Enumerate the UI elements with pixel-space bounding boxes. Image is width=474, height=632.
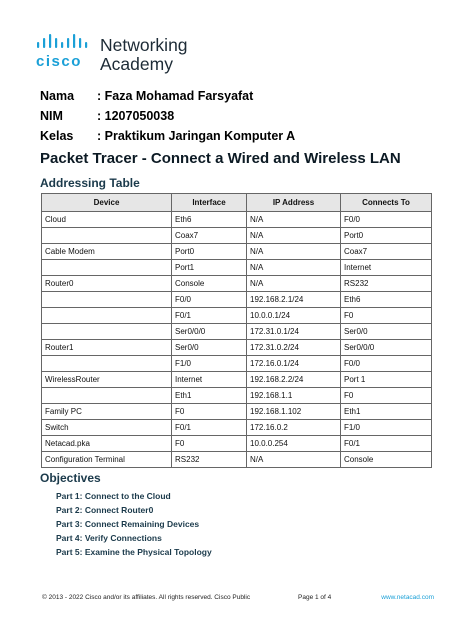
cell-connects-to: F0/0 xyxy=(341,356,432,372)
cell-interface: Port1 xyxy=(172,260,247,276)
header-interface: Interface xyxy=(172,194,247,212)
academy-line-2: Academy xyxy=(100,54,173,74)
cell-interface: F0 xyxy=(172,404,247,420)
student-row-kelas xyxy=(40,126,295,146)
cell-device: Router0 xyxy=(42,276,172,292)
objective-item: Part 1: Connect to the Cloud xyxy=(56,491,171,501)
table-row xyxy=(42,260,432,276)
cell-ip-address: 172.16.0.1/24 xyxy=(247,356,341,372)
table-row xyxy=(42,388,432,404)
objective-item: Part 4: Verify Connections xyxy=(56,533,162,543)
value-nama: : Faza Mohamad Farsyafat xyxy=(97,89,254,103)
cell-device xyxy=(42,228,172,244)
table-row xyxy=(42,292,432,308)
cell-connects-to: Ser0/0 xyxy=(341,324,432,340)
cell-connects-to: F1/0 xyxy=(341,420,432,436)
label-nim: NIM xyxy=(40,109,63,123)
objectives-list xyxy=(56,489,212,559)
cell-connects-to: Port0 xyxy=(341,228,432,244)
cell-ip-address: 192.168.1.1 xyxy=(247,388,341,404)
cell-ip-address: 192.168.2.2/24 xyxy=(247,372,341,388)
cell-device: Configuration Terminal xyxy=(42,452,172,468)
table-row xyxy=(42,308,432,324)
cell-device: Cloud xyxy=(42,212,172,228)
cell-ip-address: N/A xyxy=(247,212,341,228)
cell-device xyxy=(42,260,172,276)
cell-device xyxy=(42,324,172,340)
cell-ip-address: 10.0.0.1/24 xyxy=(247,308,341,324)
table-row xyxy=(42,420,432,436)
table-row xyxy=(42,212,432,228)
cell-device: WirelessRouter xyxy=(42,372,172,388)
student-row-nim xyxy=(40,106,295,126)
table-row xyxy=(42,276,432,292)
label-nama: Nama xyxy=(40,89,75,103)
table-row xyxy=(42,244,432,260)
cell-connects-to: Port 1 xyxy=(341,372,432,388)
cell-interface: Eth1 xyxy=(172,388,247,404)
cell-interface: F1/0 xyxy=(172,356,247,372)
cell-interface: F0/1 xyxy=(172,308,247,324)
table-row xyxy=(42,324,432,340)
cell-ip-address: 10.0.0.254 xyxy=(247,436,341,452)
cell-ip-address: N/A xyxy=(247,244,341,260)
value-kelas: : Praktikum Jaringan Komputer A xyxy=(97,129,296,143)
cell-ip-address: N/A xyxy=(247,260,341,276)
cell-ip-address: 172.16.0.2 xyxy=(247,420,341,436)
objective-item: Part 5: Examine the Physical Topology xyxy=(56,547,212,557)
footer-url-link[interactable]: www.netacad.com xyxy=(381,594,434,601)
cell-ip-address: N/A xyxy=(247,276,341,292)
cell-connects-to: Ser0/0/0 xyxy=(341,340,432,356)
student-info xyxy=(40,86,295,146)
cell-interface: Console xyxy=(172,276,247,292)
objectives-heading: Objectives xyxy=(40,471,101,485)
table-row xyxy=(42,404,432,420)
cell-connects-to: F0 xyxy=(341,308,432,324)
cell-connects-to: F0/1 xyxy=(341,436,432,452)
table-row xyxy=(42,372,432,388)
cell-ip-address: 192.168.2.1/24 xyxy=(247,292,341,308)
table-row xyxy=(42,452,432,468)
objective-item: Part 3: Connect Remaining Devices xyxy=(56,519,200,529)
cell-device: Netacad.pka xyxy=(42,436,172,452)
cell-device xyxy=(42,356,172,372)
table-row xyxy=(42,356,432,372)
addressing-table xyxy=(41,193,432,468)
cell-interface: F0 xyxy=(172,436,247,452)
table-row xyxy=(42,228,432,244)
cisco-wordmark: cisco xyxy=(36,53,82,70)
addressing-table-heading: Addressing Table xyxy=(40,176,140,190)
cell-interface: Coax7 xyxy=(172,228,247,244)
document-title: Packet Tracer - Connect a Wired and Wireless LAN xyxy=(40,150,401,167)
cell-connects-to: Internet xyxy=(341,260,432,276)
cell-interface: F0/1 xyxy=(172,420,247,436)
cell-device: Switch xyxy=(42,420,172,436)
cell-connects-to: Coax7 xyxy=(341,244,432,260)
cell-ip-address: N/A xyxy=(247,228,341,244)
cell-device: Cable Modem xyxy=(42,244,172,260)
header-ip-address: IP Address xyxy=(247,194,341,212)
cell-connects-to: F0 xyxy=(341,388,432,404)
table-row xyxy=(42,340,432,356)
cell-device: Family PC xyxy=(42,404,172,420)
table-header-row xyxy=(42,194,432,212)
footer-copyright: © 2013 - 2022 Cisco and/or its affiliates. All rights reserved. Cisco Public xyxy=(42,594,251,601)
objective-item: Part 2: Connect Router0 xyxy=(56,505,154,515)
header-connects-to: Connects To xyxy=(341,194,432,212)
label-kelas: Kelas xyxy=(40,129,74,143)
cell-interface: Ser0/0 xyxy=(172,340,247,356)
cell-interface: Internet xyxy=(172,372,247,388)
academy-title xyxy=(100,36,188,74)
cell-interface: F0/0 xyxy=(172,292,247,308)
cell-connects-to: Eth6 xyxy=(341,292,432,308)
cell-ip-address: N/A xyxy=(247,452,341,468)
cell-connects-to: RS232 xyxy=(341,276,432,292)
cell-interface: Eth6 xyxy=(172,212,247,228)
cell-ip-address: 172.31.0.2/24 xyxy=(247,340,341,356)
table-row xyxy=(42,436,432,452)
value-nim: : 1207050038 xyxy=(97,109,175,123)
cell-interface: RS232 xyxy=(172,452,247,468)
cell-device: Router1 xyxy=(42,340,172,356)
academy-line-1: Networking xyxy=(100,35,188,55)
header-device: Device xyxy=(42,194,172,212)
cell-device xyxy=(42,308,172,324)
cell-interface: Port0 xyxy=(172,244,247,260)
cell-device xyxy=(42,388,172,404)
cell-connects-to: F0/0 xyxy=(341,212,432,228)
student-row-name xyxy=(40,86,295,106)
cell-ip-address: 172.31.0.1/24 xyxy=(247,324,341,340)
cell-connects-to: Eth1 xyxy=(341,404,432,420)
cell-interface: Ser0/0/0 xyxy=(172,324,247,340)
cell-connects-to: Console xyxy=(341,452,432,468)
cell-ip-address: 192.168.1.102 xyxy=(247,404,341,420)
cell-device xyxy=(42,292,172,308)
footer-page-number: Page 1 of 4 xyxy=(298,594,332,601)
cisco-bars-icon xyxy=(36,34,94,50)
